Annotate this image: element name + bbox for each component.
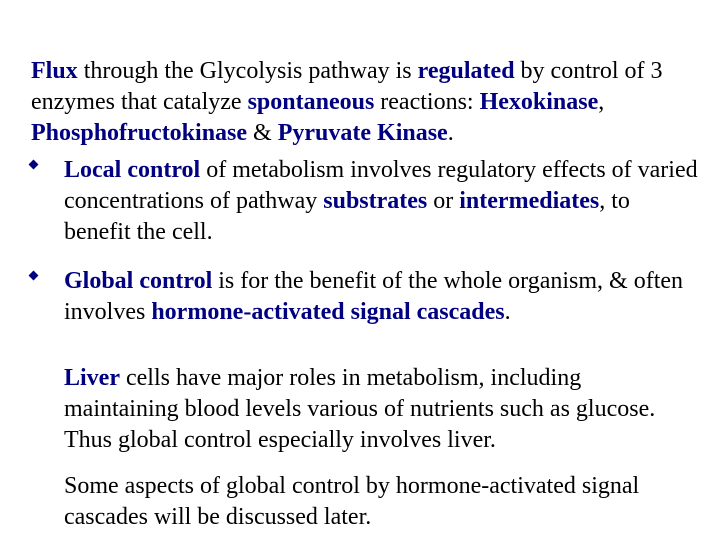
- keyword-spontaneous: spontaneous: [247, 89, 375, 115]
- intro-text-1: through the Glycolysis pathway is: [77, 58, 418, 84]
- later-text: Some aspects of global control by hormone-activated signal cascades will be discussed later.: [64, 473, 640, 530]
- bullet-global-text: [30, 266, 700, 328]
- intro-paragraph: [31, 56, 701, 149]
- intro-text-3: reactions:: [374, 89, 480, 115]
- bullet-local-text: [30, 155, 700, 248]
- keyword-phosphofructokinase: Phosphofructokinase: [31, 120, 248, 146]
- later-paragraph: [64, 471, 694, 533]
- intro-text-5: &: [247, 120, 278, 146]
- keyword-hormone-activated-signal-cascades: hormone-activated signal cascades: [151, 299, 505, 325]
- intro-text-2: by control of 3 enzymes that catalyze: [31, 58, 663, 115]
- keyword-hexokinase: Hexokinase: [479, 89, 599, 115]
- global-text-1: is for the benefit of the whole organism, & often involves: [64, 268, 684, 325]
- keyword-flux: Flux: [31, 58, 78, 84]
- intro-text-4: ,: [598, 89, 605, 115]
- liver-text: cells have major roles in metabolism, including maintaining blood levels various of nutrients such as glucose. Thus global control especially involves liver.: [64, 365, 656, 453]
- keyword-regulated: regulated: [417, 58, 515, 84]
- keyword-global-control: Global control: [64, 268, 213, 294]
- global-text-2: .: [504, 299, 511, 325]
- local-text-2: or: [427, 188, 460, 214]
- keyword-intermediates: intermediates: [459, 188, 600, 214]
- bullet-global-control: [30, 266, 700, 328]
- keyword-pyruvate-kinase: Pyruvate Kinase: [277, 120, 448, 146]
- liver-paragraph: [64, 363, 694, 456]
- local-text-3: , to benefit the cell.: [64, 188, 630, 245]
- keyword-substrates: substrates: [323, 188, 428, 214]
- bullet-local-control: [30, 155, 700, 248]
- keyword-liver: Liver: [64, 365, 120, 391]
- intro-text-6: .: [447, 120, 454, 146]
- keyword-local-control: Local control: [64, 157, 201, 183]
- local-text-1: of metabolism involves regulatory effects of varied concentrations of pathway: [64, 157, 698, 214]
